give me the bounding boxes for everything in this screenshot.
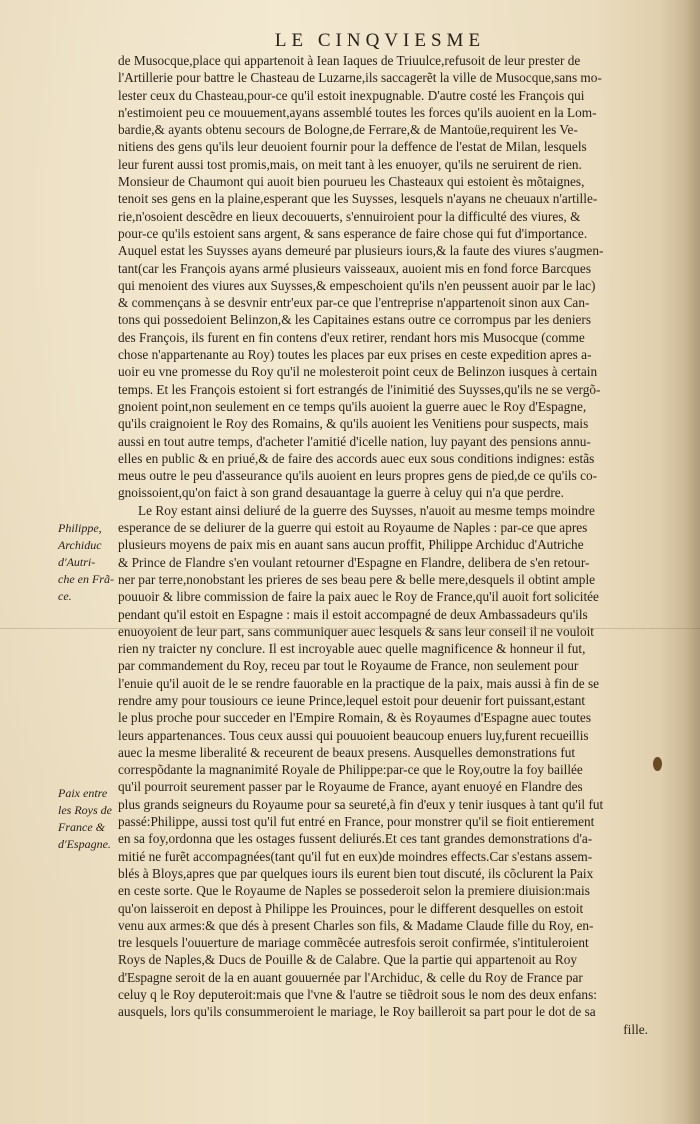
text-line: Auquel estat les Suysses ayans demeuré par plusieurs iours,& la faute des viures s'augmen- — [118, 243, 604, 259]
text-line: l'enuie qu'il auoit de le se rendre fauorable en la practique de la paix, mais aussi à fin de se — [118, 675, 600, 691]
text-line: fille. — [623, 1021, 648, 1037]
marginal-note-line: che en Frã- — [58, 572, 114, 586]
page-title: LE CINQVIESME — [274, 30, 486, 51]
text-line: passé:Philippe, aussi tost qu'il fut entré en France, pour monstrer qu'il se fioit entierement — [118, 814, 595, 830]
marginal-note-line: Paix entre — [58, 786, 108, 800]
marginal-note-line: d'Espagne. — [58, 837, 111, 851]
text-line: rendre amy pour tousiours ce ieune Prince,lequel estoit pour deuenir fort puissant,estant — [118, 692, 586, 708]
text-line: mitié ne furẽt accompagnées(tant qu'il fut en eux)de moindres effects.Car s'estans assem- — [118, 848, 593, 864]
marginal-note-line: d'Autri- — [58, 555, 96, 569]
text-line: pendant qu'il estoit en Espagne : mais il estoit accompagné de deux Ambassadeurs qu'ils — [118, 606, 588, 622]
text-line: qu'on laisseroit en depost à Philippe les Prouinces, pour le different desquelles on estoit — [118, 900, 584, 916]
text-line: qui menoient des viures aux Suysses,& empeschoient qu'ils n'en peussent auoir par le lac) — [118, 277, 596, 293]
text-line: aussi en tout autre temps, d'acheter l'amitié d'icelle nation, luy payant des pensions annu- — [118, 433, 591, 449]
ink-blot — [653, 757, 662, 771]
marginal-note-philippe — [58, 520, 118, 605]
text-line: chose n'appartenante au Roy) toutes les places par eux prises en ceste expedition apres a- — [118, 347, 592, 363]
text-line: d'Espagne seroit de la en auant gouuernée par l'Archiduc, & celle du Roy de France par — [118, 969, 583, 985]
text-line: uoir eu vne promesse du Roy qu'il ne molesteroit point ceux de Belinzon iusques à certain — [118, 364, 598, 380]
marginal-note-line: les Roys de — [58, 803, 112, 817]
text-line: ausquels, lors qu'ils consummeroient le mariage, le Roy bailleroit sa part pour le dot de sa — [118, 1004, 596, 1020]
text-line: pouuoir & libre commission de faire la paix auec le Roy de France,qu'il auoit fort solicitée — [118, 589, 599, 605]
text-line: elles en public & en priué,& de faire des accords auec eux sous conditions indignes: estãs — [118, 450, 595, 466]
text-line: esperance de se deliurer de la guerre qui estoit au Royaume de Naples : par-ce que apres — [118, 520, 588, 536]
text-line: Roys de Naples,& Ducs de Pouille & de Calabre. Que la partie qui appartenoit au Roy — [118, 952, 577, 968]
text-line: des François, ils furent en fin contens d'eux retirer, rendant hors mis Musocque (comme — [118, 329, 585, 345]
text-line: en ceste sorte. Que le Royaume de Naples se possederoit selon la premiere diuision:mais — [118, 883, 590, 899]
text-line: tons qui possedoient Belinzon,& les Capitaines estans outre ce corrompus par les deniers — [118, 312, 592, 328]
text-line: ner par terre,nonobstant les prieres de ses beau pere & belle mere,desquels il obtint ample — [118, 571, 596, 587]
text-line: lester ceux du Chasteau,pour-ce qu'il estoit inexpugnable. D'autre costé les François qui — [118, 87, 585, 103]
text-line: plus grands seigneurs du Royaume pour sa seureté,à fin d'eux y tenir iusques à tant qu'il fut — [118, 796, 604, 812]
text-line: Le Roy estant ainsi deliuré de la guerre des Suysses, n'auoit au mesme temps moindre — [138, 502, 595, 518]
text-line: rien ny traicter ny conclure. Il est incroyable auec quelle magnificence & honneur il fut, — [118, 641, 586, 657]
marginal-note-line: ce. — [58, 589, 72, 603]
text-line: temps. Et les François estoient si fort estrangés de l'inimitié des Suysses,qu'ils ne se vergõ- — [118, 381, 601, 397]
page-edge-shadow — [660, 0, 700, 1124]
text-line: leurs appartenances. Tous ceux aussi qui pouuoient beaucoup enuers luy,furent recueillis — [118, 727, 589, 743]
marginal-note-line: Philippe, — [58, 521, 102, 535]
marginal-note-line: France & — [58, 820, 105, 834]
text-line: tenoit ses gens en la plaine,esperant que les Suysses, lesquels n'ayans ne cheuaux n'artille- — [118, 191, 598, 207]
text-line: tant(car les François ayans armé plusieurs vaisseaux, auoient mis en fond force Barcques — [118, 260, 591, 276]
text-line: & commençans à se desvnir entr'eux par-ce que l'entreprise n'appartenoit sinon aux Can- — [118, 295, 590, 311]
text-line: auec la mesme liberalité & receurent de beaux presens. Ausquelles demonstrations fut — [118, 744, 576, 760]
text-line: nitiens des gens qu'ils leur deuoient fournir pour la deffence de l'estat de Milan, lesquels — [118, 139, 587, 155]
marginal-note-line: Archiduc — [58, 538, 102, 552]
text-line: enuoyoient de leur part, sans communiquer auec lesquels & sans leur conseil il ne vouloit — [118, 623, 594, 639]
text-line: gnoissoient,qu'on faict à son grand desauantage la guerre à celuy qui n'a que perdre. — [118, 485, 565, 501]
text-line: bardie,& ayants obtenu secours de Bologne,de Ferrare,& de Mantoüe,requirent les Ve- — [118, 122, 578, 138]
text-line: gnoient point,non seulement en ce temps qu'ils auoient la guerre auec le Roy d'Espagne, — [118, 398, 587, 414]
body-text — [118, 52, 652, 1038]
text-line: n'estimoient peu ce mouuement,ayans assemblé toutes les forces qu'ils auoient en la Lom- — [118, 104, 597, 120]
text-line: rie,n'osoient descẽdre en lieux decouuerts, s'ennuiroient pour la difficulté des viures, & — [118, 208, 581, 224]
text-line: celuy q le Roy deputeroit:mais que l'vne & l'autre se tiẽdroit sous le nom des deux enfans: — [118, 987, 597, 1003]
text-line: qu'ils craignoient le Roy des Romains, & qu'ils auoient les Venitiens pour suspects, mais — [118, 416, 589, 432]
text-line: meus outre le peu d'asseurance qu'ils auoient en leurs propres gens de pied,de ce qu'ils co- — [118, 468, 598, 484]
text-line: qu'il pourroit seurement passer par le Royaume de France, ayant enuoyé en Flandre des — [118, 779, 583, 795]
marginal-note-paix — [58, 785, 118, 853]
text-line: leur furent aussi tost promis,mais, on meit tant à les enuoyer, qu'ils ne seruirent de rien. — [118, 156, 582, 172]
text-line: & Prince de Flandre s'en voulant retourner d'Espagne en Flandre, delibera de s'en retour- — [118, 554, 590, 570]
text-line: Monsieur de Chaumont qui auoit bien pourueu les Chasteaux qui estoient ès mõtaignes, — [118, 174, 585, 190]
running-header — [0, 30, 700, 52]
text-line: blés à Bloys,apres que par quelques iours ils eurent bien tout discuté, ils cõclurent la Paix — [118, 865, 594, 881]
text-line: pour-ce qu'ils estoient sans argent, & sans esperance de faire chose qui fut d'importance. — [118, 225, 588, 241]
text-line: correspõdante la magnanimité Royale de Philippe:par-ce que le Roy,outre la foy baillée — [118, 762, 583, 778]
text-line: venu aux armes:& que dés à present Charles son fils, & Madame Claude fille du Roy, en- — [118, 917, 594, 933]
text-line: plusieurs moyens de paix mis en auant sans aucun proffit, Philippe Archiduc d'Autriche — [118, 537, 584, 553]
text-line: tre lesquels l'ouuerture de mariage commẽcée autresfois seroit confirmée, s'intituleroient — [118, 935, 589, 951]
text-line: par commandement du Roy, receu par tout le Royaume de France, non seulement pour — [118, 658, 579, 674]
text-line: le plus proche pour succeder en l'Empire Romain, & ès Royaumes d'Espagne auec toutes — [118, 710, 592, 726]
text-line: en sa foy,ordonna que les ostages fussent deliurés.Et ces tant grandes demonstrations d'a- — [118, 831, 593, 847]
text-line: de Musocque,place qui appartenoit à Iean Iaques de Triuulce,refusoit de leur prester de — [118, 53, 581, 68]
text-line: l'Artillerie pour battre le Chasteau de Luzarne,ils saccagerẽt la ville de Musocque,sans mo- — [118, 70, 602, 86]
